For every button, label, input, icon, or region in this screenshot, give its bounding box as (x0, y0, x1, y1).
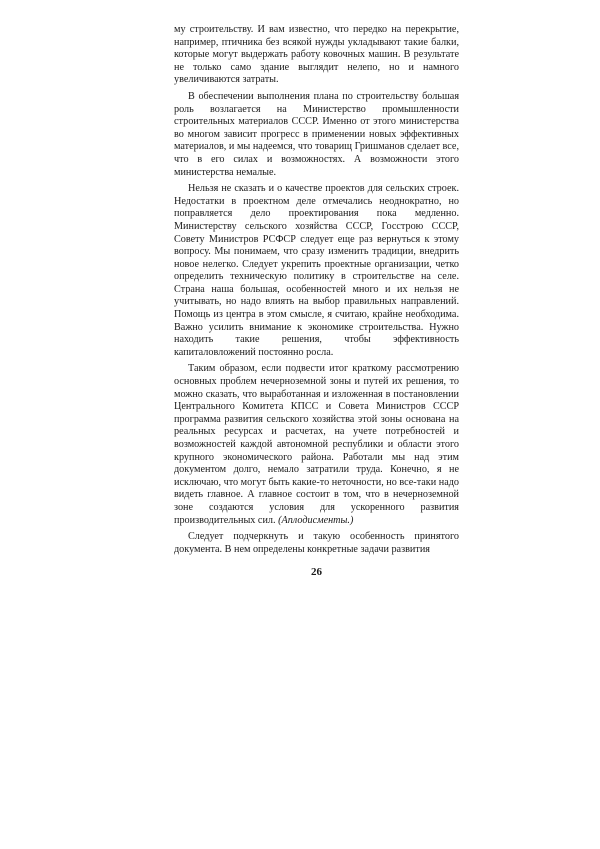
document-page (174, 24, 459, 578)
paragraph-3: Нельзя не сказать и о качестве проектов для сельских строек. Недостатки в проектном деле отмечались неоднократно, но поправляется дело проектирования пока медленно. Министерству сельского хозяйства СССР, Госстрою СССР, Совету Министров РСФСР следует еще раз вернуться к этому вопросу. Мы понимаем, что сразу изменить традиции, внедрить новое нелегко. Следует укрепить проектные организации, четко определить техническую политику в строительстве на селе. Страна наша большая, особенностей много и их нельзя не учитывать, но надо влиять на выбор правильных направлений. Помощь из центра в этом смысле, я считаю, крайне необходима. Важно усилить внимание к экономике строительства. Нужно находить такие решения, чтобы эффективность капиталовложений постоянно росла. (174, 183, 459, 358)
applause-note: (Аплодисменты.) (278, 514, 354, 526)
paragraph-2: В обеспечении выполнения плана по строительству большая роль возлагается на Министерство промышленности строительных материалов СССР. Именно от этого министерства во многом зависит прогресс в применении новых эффективных материалов, и мы надеемся, что товарищ Гришманов сделает все, что в его силах и возможностях. А возможности этого министерства немалые. (174, 90, 459, 178)
paragraph-4-text: Таким образом, если подвести итог краткому рассмотрению основных проблем нечерноземной зоны и путей их решения, то можно сказать, что выработанная и изложенная в постановлении Центрального Комитета КПСС и Совета Министров СССР программа развития сельского хозяйства этой зоны основана на реальных ресурсах и расчетах, на учете потребностей и возможностей каждой автономной республики и области этого крупного экономического района. Работали мы над этим документом долго, немало затратили труда. Конечно, я не исключаю, что могут быть какие-то неточности, но все-таки надо видеть главное. А главное состоит в том, что в нечерноземной зоне создаются условия для ускоренного развития производительных сил. (174, 363, 460, 526)
paragraph-1: му строительству. И вам известно, что передко на перекрытие, например, птичника без всякой нужды укладывают такие балки, которые могут выдержать работу ковочных машин. В результате не только само здание выглядит нелепо, но и намного увеличиваются затраты. (174, 24, 459, 86)
page-number: 26 (311, 566, 322, 579)
paragraph-5: Следует подчеркнуть и такую особенность принятого документа. В нем определены конкретные задачи развития (174, 531, 459, 555)
paragraph-4 (174, 363, 459, 527)
